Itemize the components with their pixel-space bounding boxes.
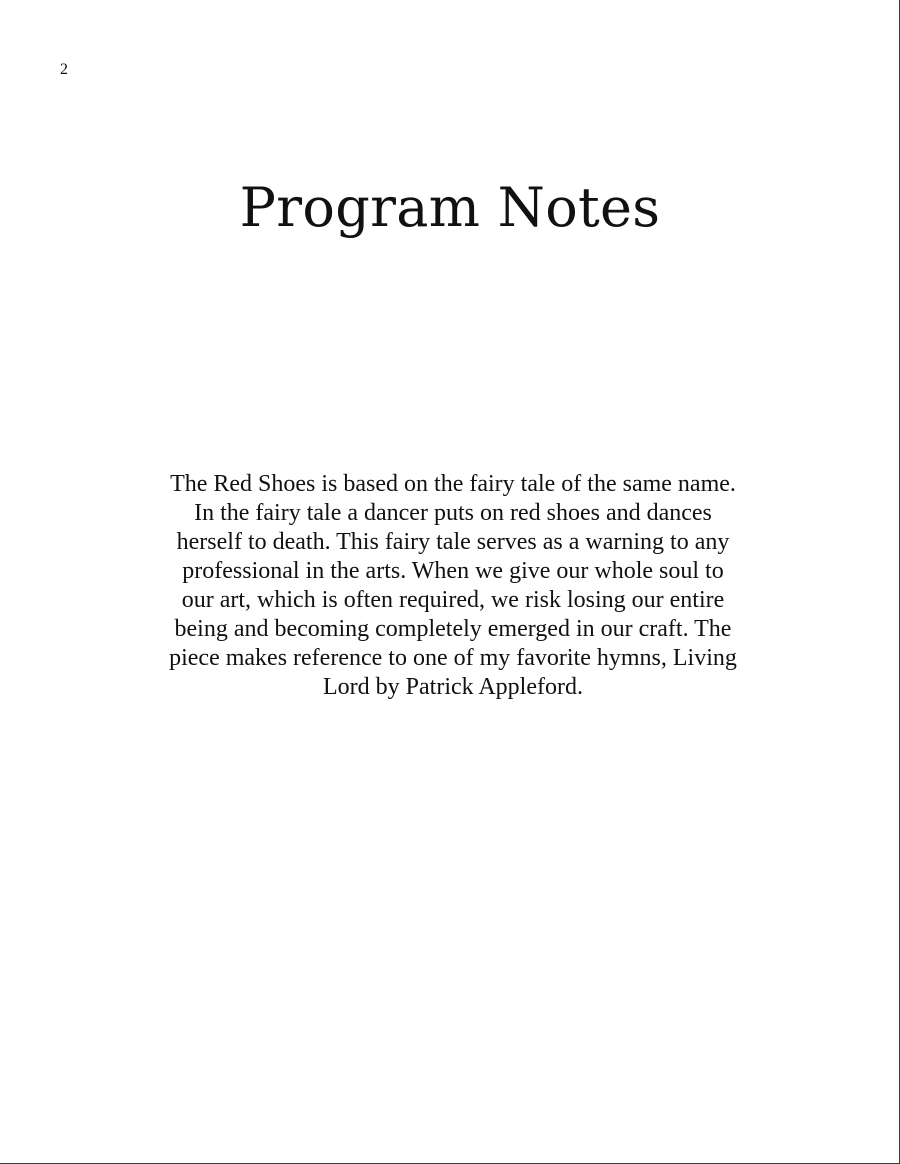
page-title: Program Notes [239,176,661,239]
paragraph-line: being and becoming completely emerged in our craft. The [174,616,732,642]
paragraph-line: piece makes reference to one of my favorite hymns, Living [169,645,737,671]
paragraph-line: Lord by Patrick Appleford. [323,674,583,700]
page-number: 2 [60,61,68,78]
program-notes-paragraph [150,470,756,702]
paragraph-line: professional in the arts. When we give our whole soul to [182,558,724,584]
paragraph-line: herself to death. This fairy tale serves as a warning to any [176,529,730,555]
paragraph-line: The Red Shoes is based on the fairy tale of the same name. [170,471,736,497]
paragraph-line: our art, which is often required, we risk losing our entire [181,587,725,613]
paragraph-line: In the fairy tale a dancer puts on red shoes and dances [194,500,712,526]
